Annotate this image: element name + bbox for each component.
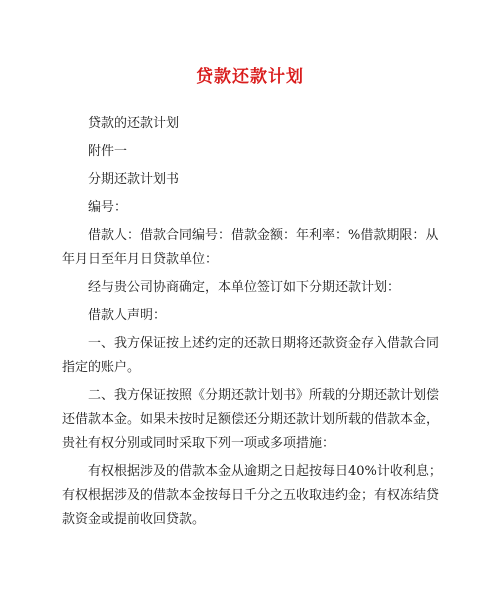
paragraph-declaration-heading: 借款人声明： xyxy=(88,308,167,323)
paragraph-clause-1: 一、我方保证按上述约定的还款日期将还款资金存入借款合同指定的账户。 xyxy=(62,336,440,375)
page-title: 贷款还款计划 xyxy=(196,67,304,87)
paragraph-clause-2: 二、我方保证按照《分期还款计划书》所载的分期还款计划偿还借款本金。如果未按时足额偿还分期还款计划所载的借款本金，贵社有权分别或同时采取下列一项或多项措施： xyxy=(62,388,440,451)
document-body xyxy=(62,112,442,532)
paragraph-measures: 有权根据涉及的借款本金从逾期之日起按每日40%计收利息；有权根据涉及的借款本金按每日千分之五收取违约金；有权冻结贷款资金或提前收回贷款。 xyxy=(62,464,442,527)
paragraph-plan-title: 分期还款计划书 xyxy=(88,172,180,187)
paragraph-attachment: 附件一 xyxy=(88,144,128,159)
paragraph-agreement: 经与贵公司协商确定，本单位签订如下分期还款计划： xyxy=(88,280,401,295)
paragraph-heading: 贷款的还款计划 xyxy=(88,116,180,131)
paragraph-borrower-info: 借款人：借款合同编号：借款金额：年利率：%借款期限：从年月日至年月日贷款单位： xyxy=(62,228,439,267)
paragraph-number: 编号： xyxy=(88,200,128,215)
